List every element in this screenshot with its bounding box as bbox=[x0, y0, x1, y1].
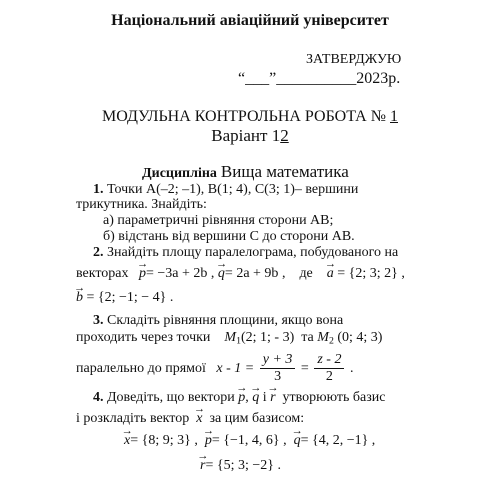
variant-prefix: Варіант 1 bbox=[211, 126, 281, 145]
task4-number: 4. bbox=[93, 390, 104, 405]
approve-label: ЗАТВЕРДЖУЮ bbox=[306, 52, 402, 67]
fraction-z-denominator: 2 bbox=[325, 369, 333, 385]
vector-r-symbol: → r bbox=[270, 390, 275, 406]
task1-number: 1. bbox=[93, 182, 104, 197]
work-title-prefix: МОДУЛЬНА КОНТРОЛЬНА РОБОТА № bbox=[102, 108, 386, 125]
fraction-y-numerator: y + 3 bbox=[260, 352, 296, 369]
fraction-z bbox=[314, 352, 344, 385]
vector-x-symbol: → x bbox=[196, 411, 202, 427]
university-title: Національний авіаційний університет bbox=[111, 12, 389, 29]
work-title bbox=[0, 108, 500, 126]
task2-line2: векторах → p= −3a + 2b , → q= 2a + 9b , де → a = {2; 3; 2} , bbox=[76, 266, 405, 282]
line-end-dot: . bbox=[349, 360, 354, 376]
task3-parallel: паралельно до прямої bbox=[76, 360, 206, 376]
task2-where: де bbox=[299, 266, 313, 281]
task4-text-mid: утворюють базис bbox=[282, 390, 386, 405]
task3-line3 bbox=[76, 352, 353, 385]
vector-a-symbol: → a bbox=[327, 266, 334, 282]
vector-q-symbol: → q bbox=[218, 266, 225, 282]
point-m1-index: 1 bbox=[236, 335, 241, 347]
task3-and: та bbox=[301, 330, 314, 345]
vector-q-symbol: → q bbox=[252, 390, 259, 406]
task3-line2 bbox=[76, 330, 382, 346]
task4-line1: 4. Доведіть, що вектори → p, → q і → r утворюють базис bbox=[93, 390, 386, 406]
point-m2-index: 2 bbox=[328, 335, 334, 347]
variant-title bbox=[0, 126, 500, 146]
task4-text: Доведіть, що вектори bbox=[107, 390, 235, 405]
discipline-label: Дисципліна bbox=[142, 166, 217, 181]
task4-x-value: = {8; 9; 3} , bbox=[130, 433, 198, 448]
point-m1-coords: (2; 1; - 3) bbox=[240, 330, 295, 345]
task4-r-value: = {5; 3; −2} . bbox=[205, 458, 281, 473]
task2-p-expr: = −3a + 2b bbox=[146, 266, 208, 281]
task4-p-value: = {−1, 4, 6} , bbox=[211, 433, 287, 448]
task2-q-expr: = 2a + 9b bbox=[224, 266, 279, 281]
task4-line2 bbox=[76, 411, 304, 427]
task2-a-value: = {2; 3; 2} , bbox=[337, 266, 405, 281]
task3-line1 bbox=[93, 313, 343, 329]
task3-text: Складіть рівняння площини, якщо вона bbox=[107, 313, 344, 328]
vector-p-symbol: → p bbox=[139, 266, 146, 282]
fraction-y bbox=[260, 352, 296, 385]
vector-r-symbol: → r bbox=[200, 458, 205, 474]
approve-date-line: “___”__________2023р. bbox=[238, 70, 401, 87]
task1-text: Точки A(–2; –1), B(1; 4), C(3; 1)– вершини bbox=[107, 182, 359, 197]
point-m2: M bbox=[317, 330, 329, 345]
discipline-line bbox=[142, 162, 349, 182]
vector-p-symbol: → p bbox=[238, 390, 245, 406]
task1-item-a: а) параметричні рівняння сторони AB; bbox=[103, 213, 334, 228]
task1-line2: трикутника. Знайдіть: bbox=[76, 197, 207, 212]
vector-b-symbol: → b bbox=[76, 290, 83, 306]
vector-q-symbol: → q bbox=[294, 433, 301, 449]
task3-number: 3. bbox=[93, 313, 104, 328]
task2-vectors-word: векторах bbox=[76, 266, 129, 281]
vector-x-symbol: → x bbox=[124, 433, 130, 449]
task4-line3 bbox=[124, 433, 375, 449]
task4-q-value: = {4, 2, −1} , bbox=[300, 433, 376, 448]
task4-text2b: за цим базисом: bbox=[209, 411, 305, 426]
line-lhs: x - 1 = bbox=[216, 360, 255, 376]
point-m2-coords: (0; 4; 3) bbox=[337, 330, 383, 345]
work-number: 1 bbox=[390, 108, 398, 125]
point-m1: M bbox=[224, 330, 237, 345]
vector-p-symbol: → p bbox=[205, 433, 212, 449]
discipline-name: Вища математика bbox=[220, 162, 349, 181]
fraction-y-denominator: 3 bbox=[274, 369, 282, 385]
variant-number: 2 bbox=[280, 126, 289, 145]
task4-text2: і розкладіть вектор bbox=[76, 411, 190, 426]
task4-line4 bbox=[200, 458, 281, 474]
equals-sign: = bbox=[300, 360, 309, 376]
fraction-z-numerator: z - 2 bbox=[314, 352, 344, 369]
task2-b-value: = {2; −1; − 4} . bbox=[86, 290, 174, 305]
task3-through-points: проходить через точки bbox=[76, 330, 211, 345]
task2-line3 bbox=[76, 290, 173, 306]
task1-item-b: б) відстань від вершини C до сторони AB. bbox=[103, 229, 355, 244]
task2-text: Знайдіть площу паралелограма, побудованого на bbox=[107, 245, 399, 260]
task2-number: 2. bbox=[93, 245, 104, 260]
task1-line1 bbox=[93, 182, 358, 198]
